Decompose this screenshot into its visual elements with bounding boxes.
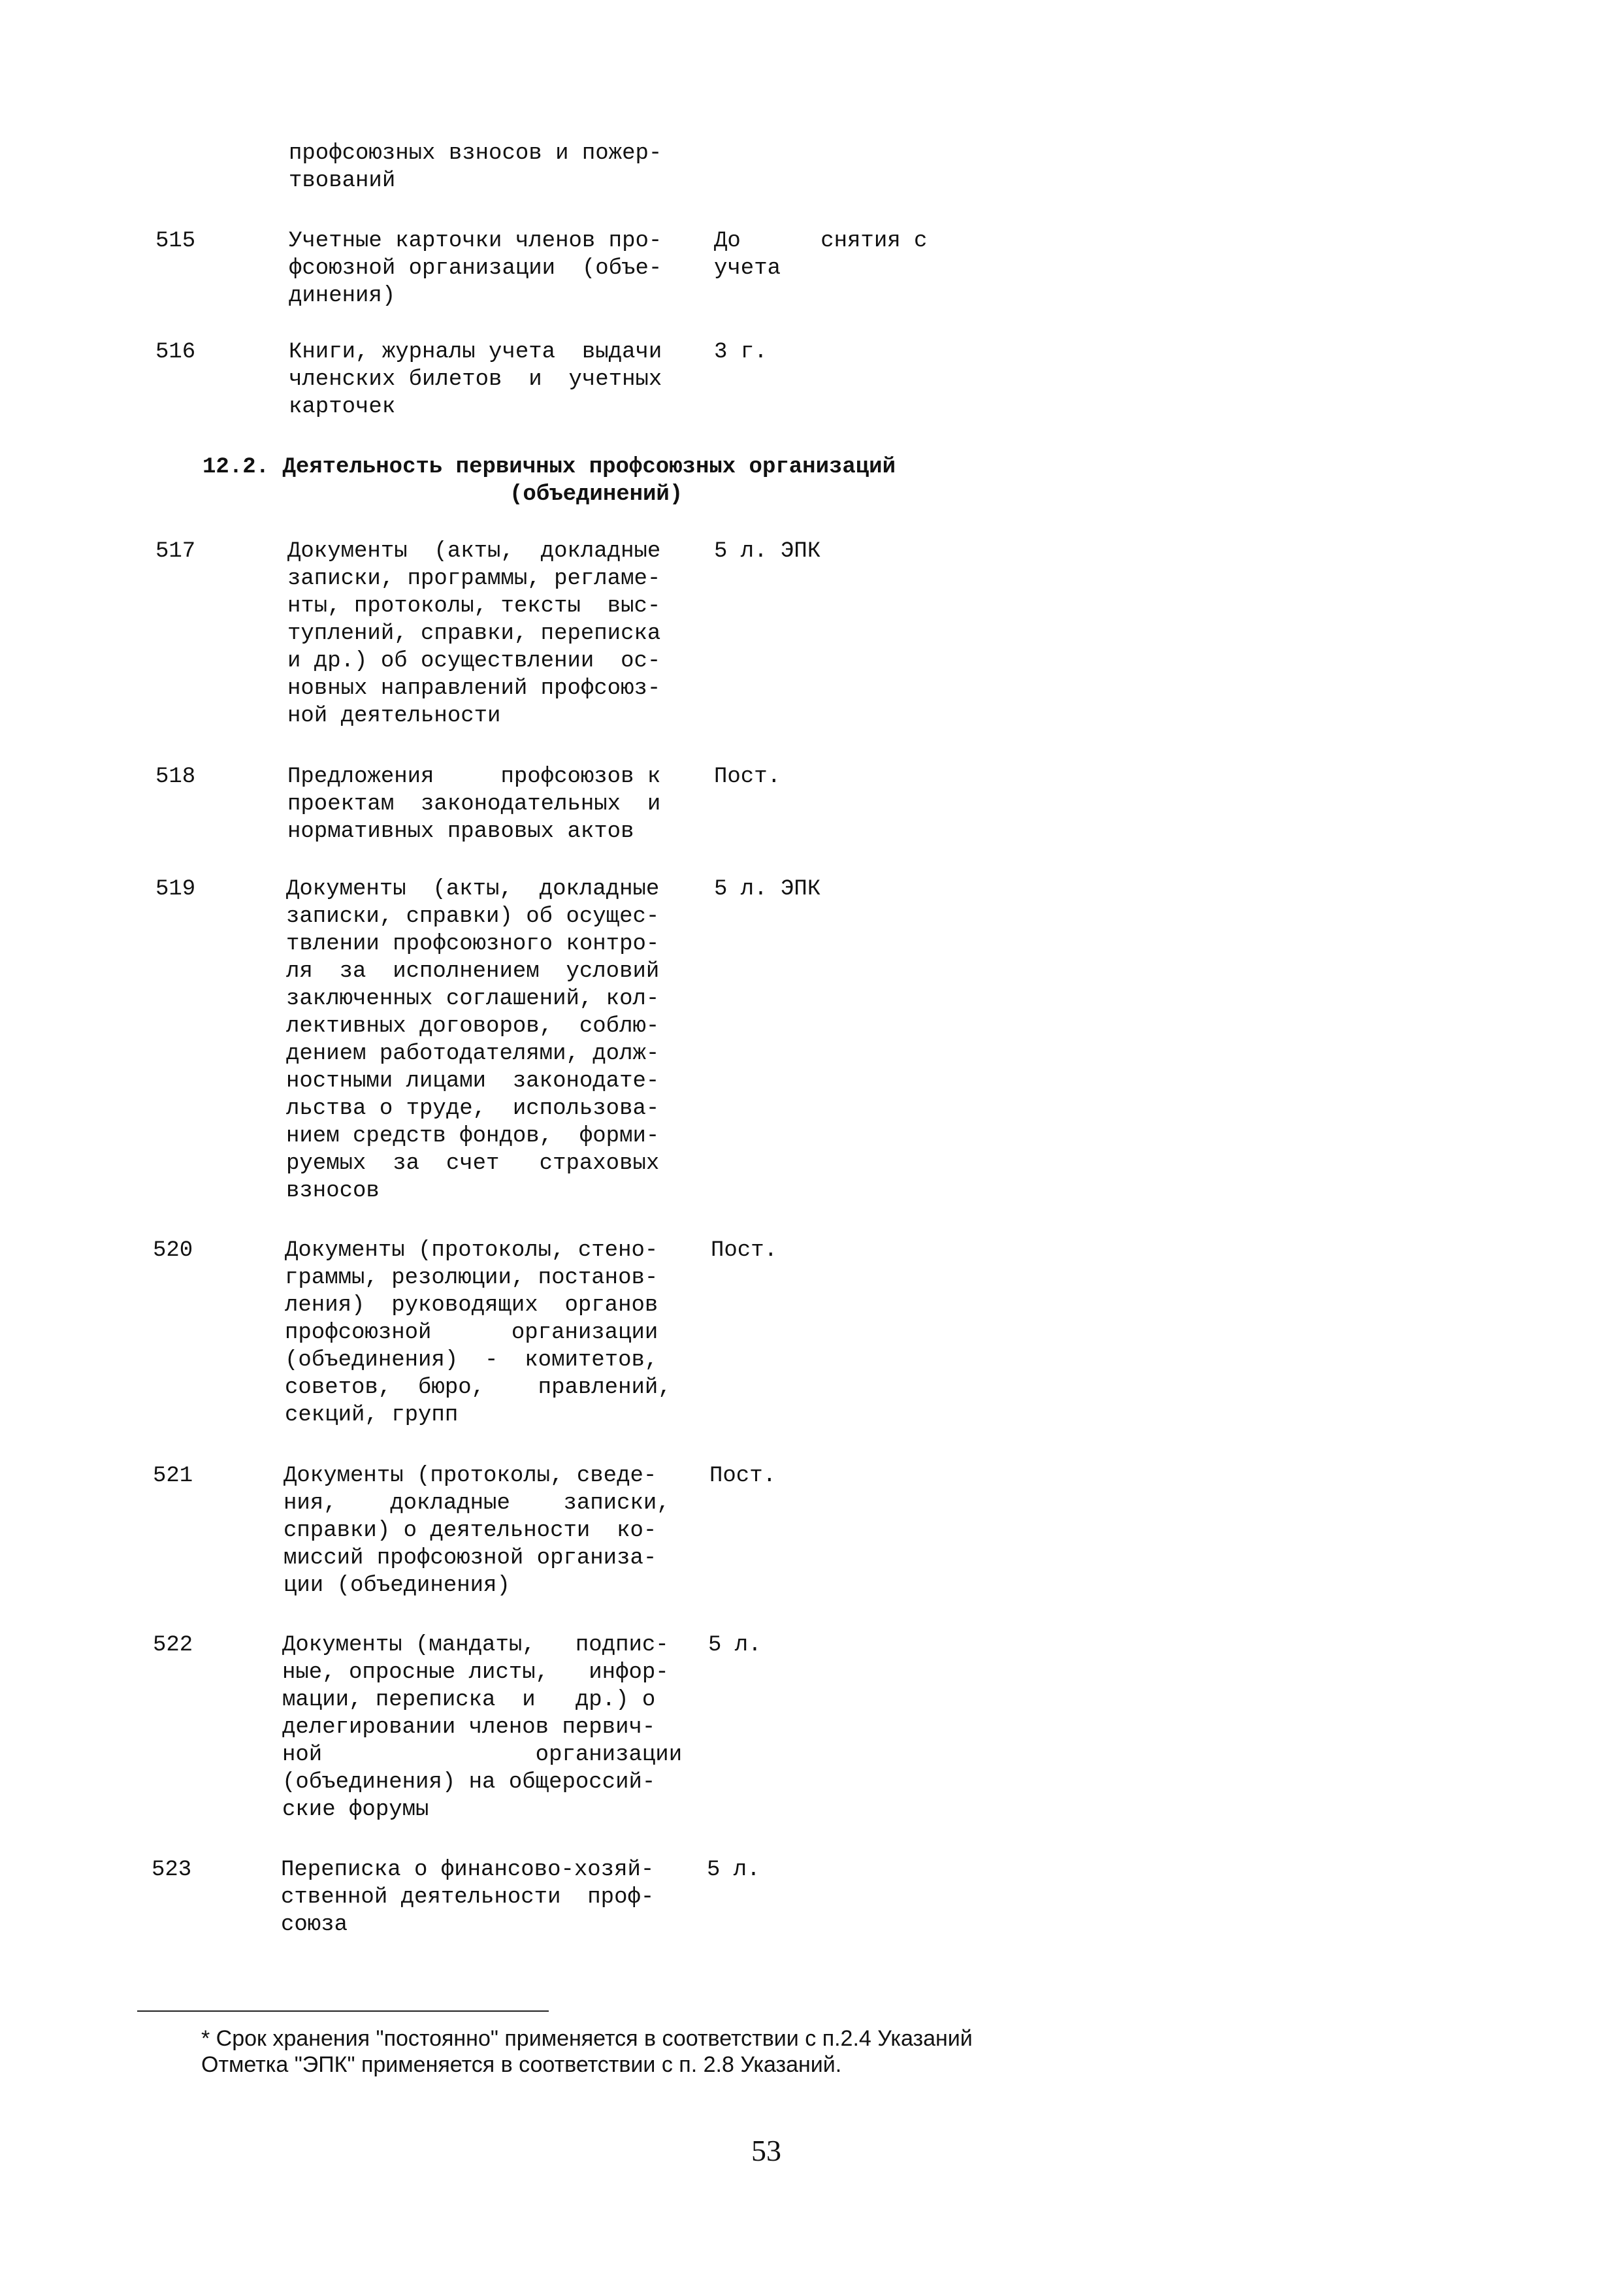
text-line: Предложения профсоюзов к — [287, 764, 661, 789]
text-line: нием средств фондов, форми- — [286, 1124, 660, 1149]
footnote-retention-permanent: * Срок хранения "постоянно" применяется в соответствии с п.2.4 Указаний — [201, 2026, 973, 2051]
text-line: твлении профсоюзного контро- — [286, 932, 660, 957]
text-line: 5 л. ЭПК — [714, 877, 821, 902]
entry-retention-term — [708, 1631, 969, 1659]
text-line: справки) о деятельности ко- — [284, 1518, 657, 1543]
entry-description — [287, 763, 712, 845]
text-line: профсоюзной организации — [285, 1320, 658, 1345]
text-line: лективных договоров, соблю- — [286, 1014, 660, 1039]
entry-description — [281, 1856, 706, 1939]
text-line: членских билетов и учетных — [289, 367, 662, 392]
text-line: ностными лицами законодате- — [286, 1069, 660, 1094]
text-line: нты, протоколы, тексты выс- — [287, 594, 661, 619]
text-line: твований — [289, 169, 396, 193]
text-line: нормативных правовых актов — [287, 819, 634, 844]
text-line: фсоюзной организации (объе- — [289, 256, 662, 281]
text-line: новных направлений профсоюз- — [287, 676, 661, 701]
text-line: учета — [714, 256, 781, 281]
text-line: Документы (мандаты, подпис- — [282, 1633, 669, 1658]
entry-description — [289, 338, 713, 421]
entry-description — [289, 227, 713, 310]
text-line: дением работодателями, долж- — [286, 1041, 660, 1066]
text-line: Пост. — [709, 1464, 777, 1488]
text-line: ные, опросные листы, инфор- — [282, 1660, 669, 1685]
text-line: союза — [281, 1912, 348, 1937]
text-line: проектам законодательных и — [287, 792, 661, 817]
entry-description — [285, 1237, 709, 1429]
text-line: записки, справки) об осущес- — [286, 904, 660, 929]
entry-description — [284, 1462, 708, 1599]
text-line: Документы (акты, докладные — [287, 539, 661, 564]
entry-retention-term — [707, 1856, 968, 1884]
continuation-text — [289, 140, 713, 195]
entry-number: 522 — [153, 1633, 193, 1658]
text-line: руемых за счет страховых — [286, 1151, 660, 1176]
text-line: взносов — [286, 1179, 380, 1204]
text-line: льства о труде, использова- — [286, 1096, 660, 1121]
entry-retention-term — [711, 1237, 972, 1264]
entry-retention-term — [709, 1462, 971, 1490]
entry-number: 520 — [153, 1238, 193, 1263]
entry-retention-term — [714, 876, 975, 903]
text-line: ной организации — [282, 1743, 683, 1767]
text-line: Документы (акты, докладные — [286, 877, 660, 902]
text-line: советов, бюро, правлений, — [285, 1375, 672, 1400]
text-line: мации, переписка и др.) о — [282, 1688, 656, 1712]
page-number: 53 — [751, 2134, 781, 2167]
text-line: динения) — [289, 284, 396, 308]
text-line: ции (объединения) — [284, 1573, 510, 1598]
text-line: Пост. — [711, 1238, 778, 1263]
entry-retention-term — [714, 227, 975, 282]
text-line: делегировании членов первич- — [282, 1715, 656, 1740]
text-line: (объединения) на общероссий- — [282, 1770, 656, 1795]
text-line: ственной деятельности проф- — [281, 1885, 655, 1910]
text-line: 5 л. ЭПК — [714, 539, 821, 564]
entry-number: 521 — [153, 1464, 193, 1488]
text-line: 3 г. — [714, 340, 768, 365]
entry-number: 518 — [155, 764, 196, 789]
entry-number: 516 — [155, 340, 196, 365]
text-line: ния, докладные записки, — [284, 1491, 670, 1516]
text-line: ной деятельности — [287, 704, 501, 729]
section-title-line1: 12.2. Деятельность первичных профсоюзных организаций — [203, 455, 896, 480]
text-line: Переписка о финансово-хозяй- — [281, 1858, 655, 1882]
text-line: секций, групп — [285, 1403, 459, 1428]
text-line: заключенных соглашений, кол- — [286, 987, 660, 1011]
footnote-divider — [137, 2010, 549, 2012]
text-line: граммы, резолюции, постанов- — [285, 1266, 658, 1290]
entry-description — [287, 538, 712, 730]
text-line: миссий профсоюзной организа- — [284, 1546, 657, 1571]
text-line: (объединения) - комитетов, — [285, 1348, 658, 1373]
text-line: 5 л. — [708, 1633, 762, 1658]
text-line: записки, программы, регламе- — [287, 566, 661, 591]
text-line: профсоюзных взносов и пожер- — [289, 141, 662, 166]
text-line: Документы (протоколы, сведе- — [284, 1464, 657, 1488]
text-line: До снятия с — [714, 229, 928, 254]
section-title-line2: (объединений) — [510, 482, 683, 507]
text-line: Учетные карточки членов про- — [289, 229, 662, 254]
section-number: 12.2. — [203, 455, 270, 480]
entry-retention-term — [714, 538, 975, 565]
entry-number: 523 — [152, 1858, 192, 1882]
entry-description — [282, 1631, 707, 1824]
text-line: ля за исполнением условий — [286, 959, 660, 984]
section-heading — [203, 453, 986, 508]
text-line: 5 л. — [707, 1858, 760, 1882]
text-line: Документы (протоколы, стено- — [285, 1238, 658, 1263]
entry-number: 515 — [155, 229, 196, 254]
text-line: карточек — [289, 395, 396, 419]
entry-description — [286, 876, 711, 1205]
text-line: Пост. — [714, 764, 781, 789]
text-line: Книги, журналы учета выдачи — [289, 340, 662, 365]
footnote-epk-mark: Отметка "ЭПК" применяется в соответствии с п. 2.8 Указаний. — [201, 2052, 842, 2077]
entry-number: 517 — [155, 539, 196, 564]
text-line: ские форумы — [282, 1797, 429, 1822]
entry-retention-term — [714, 338, 975, 366]
entry-number: 519 — [155, 877, 196, 902]
text-line: ления) руководящих органов — [285, 1293, 658, 1318]
text-line: и др.) об осуществлении ос- — [287, 649, 661, 674]
entry-retention-term — [714, 763, 975, 791]
text-line: туплений, справки, переписка — [287, 621, 661, 646]
